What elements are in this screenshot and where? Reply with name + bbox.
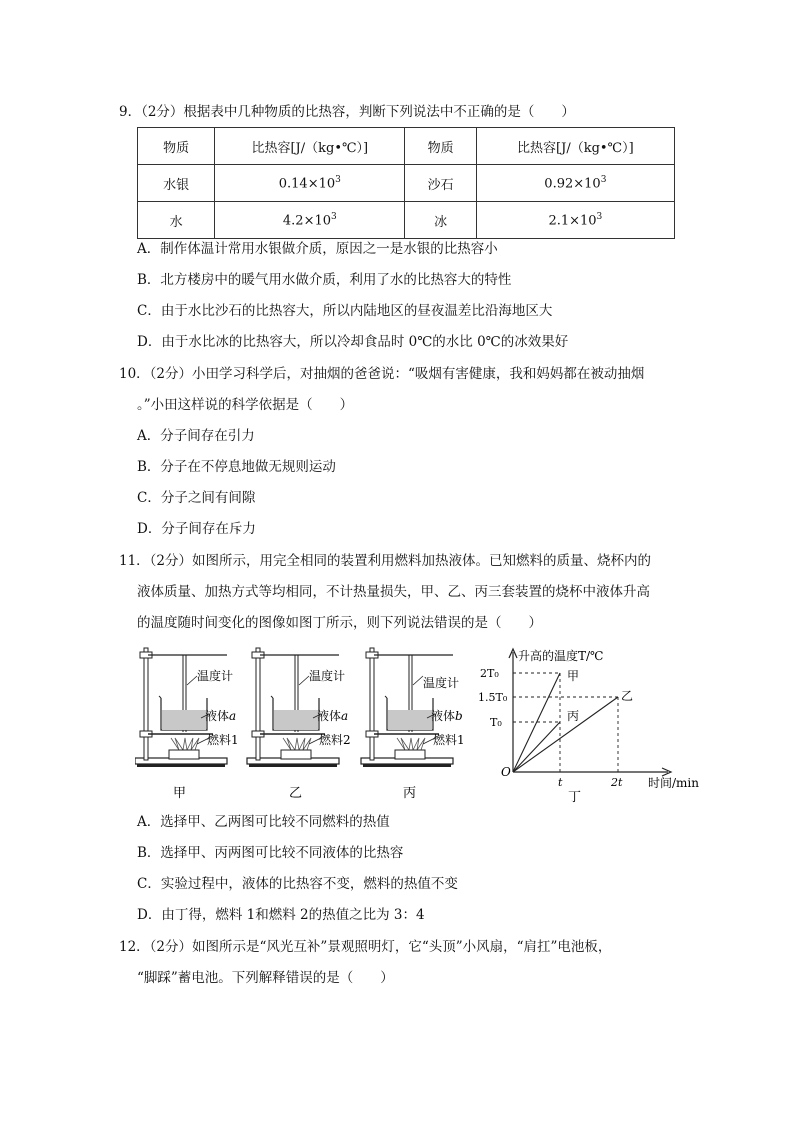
fuel-label: 燃料2 [319,733,351,747]
q11-option-d[interactable]: D．由丁得，燃料 1和燃料 2的热值之比为 3：4 [137,907,425,923]
apparatus-yi [247,648,351,801]
thermometer-label: 温度计 [423,676,460,690]
figure-caption: 丙 [403,786,417,801]
q9-option-d[interactable]: D．由于水比冰的比热容大，所以冷却食品时 0℃的水比 0℃的冰效果好 [137,334,569,350]
series-line-yi [513,697,618,772]
figure-caption: 丁 [568,790,582,805]
series-label-yi: 乙 [621,689,634,703]
table-cell-substance: 冰 [405,202,476,239]
q10-stem-line1: 10．（2分）小田学习科学后，对抽烟的爸爸说：“吸烟有害健康，我和妈妈都在被动抽烟 [119,366,645,382]
q10-option-a[interactable]: A．分子间存在引力 [137,428,255,444]
series-label-bing: 丙 [567,709,580,723]
q10-option-c[interactable]: C．分子之间有间隙 [137,490,256,506]
table-header: 物质 [405,128,476,165]
q9-stem: 9．（2分）根据表中几种物质的比热容，判断下列说法中不正确的是（ ） [119,104,575,120]
series-line-jia [513,673,560,772]
q9-option-a[interactable]: A．制作体温计常用水银做介质，原因之一是水银的比热容小 [137,241,498,257]
table-cell-substance: 水 [138,202,215,239]
y-tick-1.5T0: 1.5T₀ [478,691,508,704]
fuel-label: 燃料1 [207,733,239,747]
liquid-label: 液体b [431,709,463,723]
liquid-label: 液体a [317,709,349,723]
q10-option-d[interactable]: D．分子间存在斥力 [137,521,256,537]
fuel-label: 燃料1 [433,733,465,747]
q9-option-b[interactable]: B．北方楼房中的暖气用水做介质，利用了水的比热容大的特性 [137,272,512,288]
q11-option-b[interactable]: B．选择甲、丙两图可比较不同液体的比热容 [137,845,404,861]
table-cell-value: $0.14\times 10^3$ [215,165,405,202]
table-header: 物质 [138,128,215,165]
figure-caption: 甲 [173,786,187,801]
q10-stem-line2: 。”小田这样说的科学依据是（ ） [137,397,354,413]
table-header: 比热容[J/（kg•℃）] [476,128,674,165]
table-header: 比热容[J/（kg•℃）] [215,128,405,165]
q11-option-c[interactable]: C．实验过程中，液体的比热容不变，燃料的热值不变 [137,876,458,892]
q11-stem-line3: 的温度随时间变化的图像如图丁所示，则下列说法错误的是（ ） [137,615,542,631]
x-tick-t: t [558,776,563,789]
y-tick-T0: T₀ [490,716,502,729]
x-tick-2t: 2t [611,776,623,789]
q11-stem-line1: 11．（2分）如图所示，用完全相同的装置利用燃料加热液体。已知燃料的质量、烧杯内的 [119,553,652,569]
table-cell-value: $0.92\times 10^3$ [476,165,674,202]
q11-option-a[interactable]: A．选择甲、乙两图可比较不同燃料的热值 [137,814,390,830]
table-cell-substance: 水银 [138,165,215,202]
table-cell-substance: 沙石 [405,165,476,202]
series-label-jia: 甲 [567,669,580,683]
table-cell-value: $2.1\times 10^3$ [476,202,674,239]
table-row [138,202,675,239]
table-row [138,165,675,202]
temperature-time-graph [476,640,716,805]
apparatus-bing [361,648,465,801]
y-tick-2T0: 2T₀ [480,667,499,680]
q12-stem-line2: “脚踩”蓄电池。下列解释错误的是（ ） [137,970,394,986]
apparatus-figures [135,640,475,810]
table-header-row [138,128,675,165]
thermometer-label: 温度计 [309,669,346,683]
liquid-label: 液体a [205,709,237,723]
origin-label: O [501,765,511,779]
specific-heat-table [137,127,675,239]
series-line-bing [513,722,560,772]
q9-option-c[interactable]: C．由于水比沙石的比热容大，所以内陆地区的昼夜温差比沿海地区大 [137,303,553,319]
thermometer-label: 温度计 [197,669,234,683]
q11-stem-line2: 液体质量、加热方式等均相同，不计热量损失，甲、乙、丙三套装置的烧杯中液体升高 [137,584,650,600]
q12-stem-line1: 12．（2分）如图所示是“风光互补”景观照明灯，它“头顶”小风扇，“肩扛”电池板， [119,939,612,955]
figure-caption: 乙 [289,786,303,801]
apparatus-jia [135,648,239,801]
y-axis-label: 升高的温度T/℃ [518,649,604,663]
q10-option-b[interactable]: B．分子在不停息地做无规则运动 [137,459,336,475]
table-cell-value: $4.2\times 10^3$ [215,202,405,239]
x-axis-label: 时间/min [648,776,699,790]
